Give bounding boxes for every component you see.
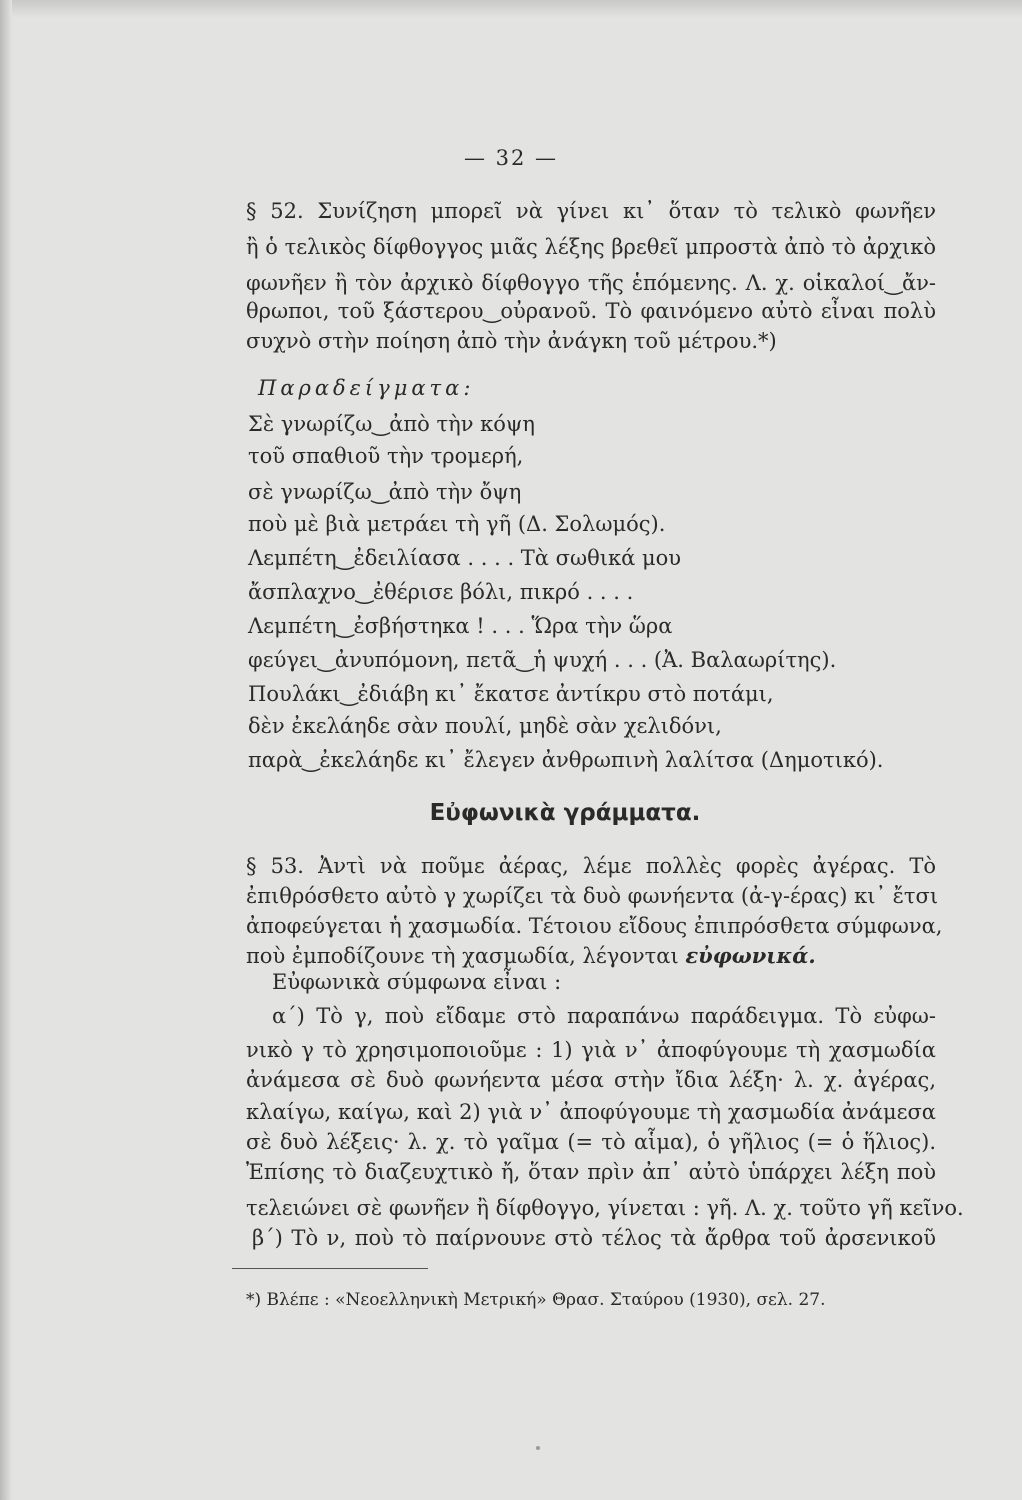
verse-line-1: Σὲ γνωρίζω‿ἀπὸ τὴν κόψη xyxy=(248,412,535,436)
verse-line-7: Λεμπέτη‿ἐσβήστηκα ! . . . Ὥρα τὴν ὥρα xyxy=(248,614,673,638)
verse-line-3: σὲ γνωρίζω‿ἀπὸ τὴν ὄψη xyxy=(248,480,522,504)
verse-line-5: Λεμπέτη‿ἐδειλίασα . . . . Τὰ σωθικά μου xyxy=(248,546,682,570)
item-alpha-line-3: ἀνάμεσα σὲ δυὸ φωνήεντα μέσα στὴν ἴδια λέξη· λ. χ. ἀγέρας, xyxy=(246,1068,936,1092)
verse-line-9: Πουλάκι‿ἐδιάβη κι᾽ ἔκατσε ἀντίκρυ στὸ ποτάμι, xyxy=(248,682,774,706)
verse-line-8: φεύγει‿ἀνυπόμονη, πετᾶ‿ἡ ψυχή . . . (Ἀ. Βαλαωρίτης). xyxy=(248,648,837,672)
paper-speck xyxy=(536,1446,540,1450)
footnote-divider xyxy=(232,1268,428,1269)
section-heading: Εὐφωνικὰ γράμματα. xyxy=(429,800,701,826)
footnote: *) Βλέπε : «Νεοελληνικὴ Μετρική» Θρασ. Σταύρου (1930), σελ. 27. xyxy=(246,1290,826,1310)
section-53-line-3: ἀποφεύγεται ἡ χασμωδία. Τέτοιου εἴδους ἐπιπρόσθετα σύμφωνα, xyxy=(246,914,943,938)
item-alpha-line-1: α΄) Τὸ γ, ποὺ εἴδαμε στὸ παραπάνω παράδειγμα. Τὸ εὐφω- xyxy=(272,1004,936,1028)
examples-label: Παραδείγματα: xyxy=(258,376,475,400)
section-52-line-2: ἢ ὁ τελικὸς δίφθογγος μιᾶς λέξης βρεθεῖ μπροστὰ ἀπὸ τὸ ἀρχικὸ xyxy=(246,235,936,259)
section-53-line-4 xyxy=(246,942,936,970)
item-alpha-line-7: τελειώνει σὲ φωνῆεν ἢ δίφθογγο, γίνεται : γῆ. Λ. χ. τοῦτο γῆ κεῖνο. xyxy=(246,1196,964,1220)
section-53-line-4-text: ποὺ ἐμποδίζουνε τὴ χασμωδία, λέγονται xyxy=(246,944,679,968)
item-beta-line-1: β΄) Τὸ ν, ποὺ τὸ παίρνουνε στὸ τέλος τὰ ἄρθρα τοῦ ἀρσενικοῦ xyxy=(252,1226,936,1250)
item-alpha-line-5: σὲ δυὸ λέξεις· λ. χ. τὸ γαῖμα (= τὸ αἷμα), ὁ γῆλιος (= ὁ ἥλιος). xyxy=(246,1130,936,1154)
section-53-line-2: ἐπιθρόσθετο αὐτὸ γ χωρίζει τὰ δυὸ φωνήεντα (ἀ-γ-έρας) κι᾽ ἔτσι xyxy=(246,884,939,908)
item-alpha-line-4: κλαίγω, καίγω, καὶ 2) γιὰ ν᾽ ἀποφύγουμε τὴ χασμωδία ἀνάμεσα xyxy=(246,1100,936,1124)
verse-line-10: δὲν ἐκελάηδε σὰν πουλί, μηδὲ σὰν χελιδόνι, xyxy=(248,714,722,738)
section-52-line-5: συχνὸ στὴν ποίηση ἀπὸ τὴν ἀνάγκη τοῦ μέτρου.*) xyxy=(246,329,777,353)
verse-line-4: ποὺ μὲ βιὰ μετράει τὴ γῆ (Δ. Σολωμός). xyxy=(248,512,666,536)
section-53-line-1: § 53. Ἀντὶ νὰ ποῦμε ἀέρας, λέμε πολλὲς φορὲς ἀγέρας. Τὸ xyxy=(246,854,936,878)
section-52-line-3: φωνῆεν ἢ τὸν ἀρχικὸ δίφθογγο τῆς ἑπόμενης. Λ. χ. οἱκαλοί‿ἄν- xyxy=(246,271,936,295)
section-52-line-4: θρωποι, τοῦ ξάστερου‿οὐρανοῦ. Τὸ φαινόμενο αὐτὸ εἶναι πολὺ xyxy=(246,299,936,323)
verse-line-6: ἄσπλαχνο‿ἐθέρισε βόλι, πικρό . . . . xyxy=(248,580,634,604)
item-alpha-line-6: Ἐπίσης τὸ διαζευχτικὸ ἤ, ὅταν πρὶν ἀπ᾽ αὐτὸ ὑπάρχει λέξη ποὺ xyxy=(246,1160,936,1184)
verse-line-11: παρὰ‿ἐκελάηδε κι᾽ ἔλεγεν ἀνθρωπινὴ λαλίτσα (Δημοτικό). xyxy=(248,748,884,772)
term-euphonic: εὐφωνικά. xyxy=(685,943,816,968)
section-52-line-1: § 52. Συνίζηση μπορεῖ νὰ γίνει κι᾽ ὅταν τὸ τελικὸ φωνῆεν xyxy=(246,199,936,223)
page-number: — 32 — xyxy=(463,146,559,170)
item-alpha-line-2: νικὸ γ τὸ χρησιμοποιοῦμε : 1) γιὰ ν᾽ ἀποφύγουμε τὴ χασμωδία xyxy=(246,1038,936,1062)
verse-line-2: τοῦ σπαθιοῦ τὴν τρομερή, xyxy=(248,444,524,468)
euphonic-intro: Εὐφωνικὰ σύμφωνα εἶναι : xyxy=(272,970,562,994)
